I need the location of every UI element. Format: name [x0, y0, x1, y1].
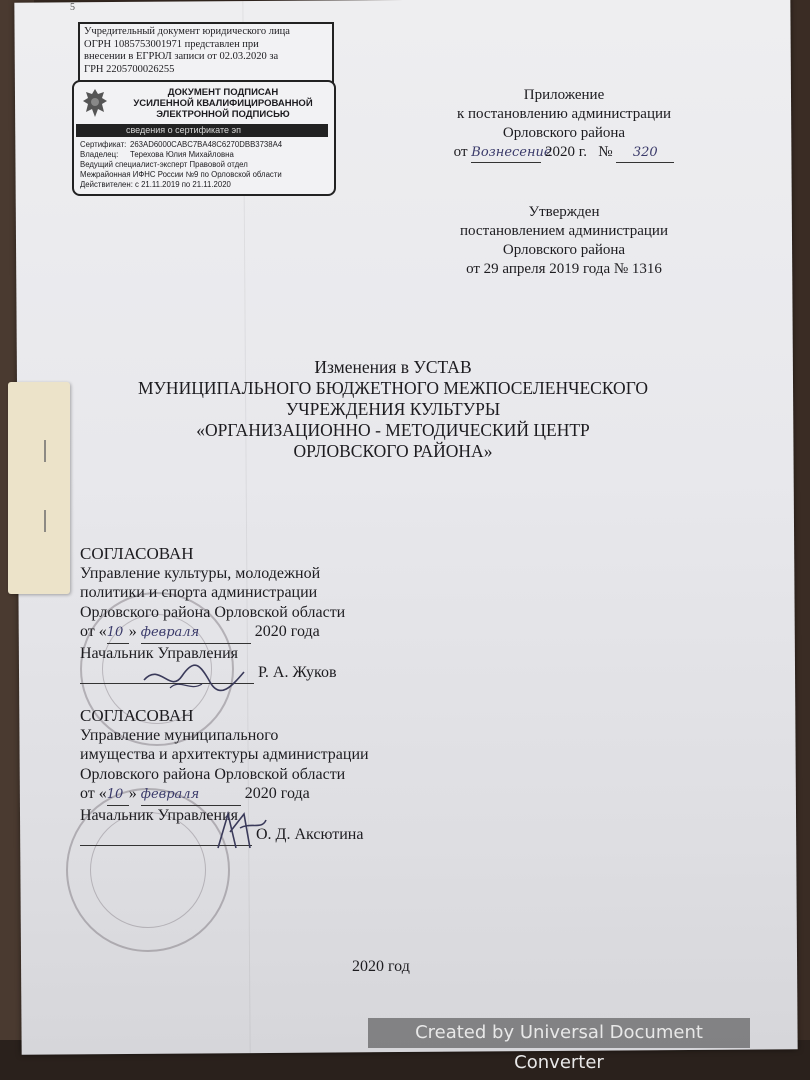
title-line: МУНИЦИПАЛЬНОГО БЮДЖЕТНОГО МЕЖПОСЕЛЕНЧЕСКОГО — [137, 378, 649, 398]
agreed-role: Начальник Управления — [80, 806, 238, 824]
staple-icon — [44, 510, 46, 532]
agreed-line: Орловского района Орловской области — [80, 765, 346, 783]
year-text: 2020 г. — [545, 144, 587, 160]
handwritten-month: февраля — [141, 785, 241, 806]
registration-line: ОГРН 1085753001971 представлен при — [84, 38, 259, 50]
agreed-line: политики и спорта администрации — [80, 584, 318, 601]
approved-line: постановлением администрации — [460, 223, 668, 239]
eds-cert-value: 263AD6000CABC7BA48C6270DBB3738A4 — [130, 140, 283, 149]
eds-title-line: ЭЛЕКТРОННОЙ ПОДПИСЬЮ — [156, 109, 290, 120]
agreed-line: имущества и архитектуры администрации — [80, 746, 369, 763]
electronic-signature-stamp — [72, 80, 336, 196]
registration-line: внесении в ЕГРЮЛ записи от 02.03.2020 за — [84, 51, 279, 62]
appendix-line: Орловского района — [502, 125, 626, 141]
eds-owner-key: Владелец: — [80, 150, 119, 159]
page-mark: 5 — [70, 2, 75, 13]
number-label: № — [598, 144, 613, 160]
handwritten-month: февраля — [141, 623, 251, 644]
eds-cert-key: Сертификат: — [80, 140, 127, 149]
eds-validity: Действителен: с 21.11.2019 по 21.11.2020 — [80, 180, 231, 189]
date-prefix: от « — [80, 623, 107, 640]
date-prefix: от « — [80, 785, 107, 802]
registration-stamp — [78, 22, 334, 86]
agreed-heading: СОГЛАСОВАН — [80, 706, 194, 725]
agreed-heading: СОГЛАСОВАН — [80, 544, 194, 563]
handwritten-number: 320 — [616, 143, 674, 163]
eds-title — [118, 87, 328, 120]
agreed-line: Орловского района Орловской области — [80, 603, 346, 621]
staple-icon — [44, 440, 46, 462]
eds-owner-value: Терехова Юлия Михайловна — [130, 150, 234, 159]
agreed-year: 2020 года — [254, 623, 320, 640]
handwritten-date: Вознесение — [471, 143, 541, 163]
eds-details — [80, 140, 330, 190]
agreed-line: Управление муниципального — [80, 726, 279, 744]
approved-line: Утвержден — [528, 204, 600, 220]
appendix-line: к постановлению администрации — [456, 106, 672, 122]
agreed-role: Начальник Управления — [80, 644, 238, 662]
eds-cert-row — [80, 140, 330, 150]
appendix-line: Приложение — [523, 87, 605, 103]
registration-line: ГРН 2205700026255 — [84, 63, 175, 75]
title-line: Изменения в УСТАВ — [314, 357, 472, 377]
coat-of-arms-icon — [80, 86, 110, 120]
converter-watermark: Created by Universal Document Converter — [368, 1018, 750, 1048]
appendix-block — [446, 86, 682, 163]
eds-title-line: ДОКУМЕНТ ПОДПИСАН — [167, 87, 279, 98]
from-label: от — [453, 144, 468, 160]
agreed-name: О. Д. Аксютина — [256, 826, 364, 843]
agreed-year: 2020 года — [244, 785, 310, 802]
handwritten-day: 10 — [107, 785, 129, 806]
handwritten-day: 10 — [107, 623, 129, 644]
eds-position: Ведущий специалист-эксперт Правовой отдел — [80, 160, 248, 169]
date-quote: » — [128, 785, 137, 802]
date-quote: » — [128, 623, 137, 640]
binding-tab — [8, 382, 70, 594]
document-year: 2020 год — [352, 958, 410, 975]
eds-title-line: УСИЛЕННОЙ КВАЛИФИЦИРОВАННОЙ — [133, 98, 313, 109]
title-line: УЧРЕЖДЕНИЯ КУЛЬТУРЫ — [285, 399, 501, 419]
registration-line: Учредительный документ юридического лица — [84, 26, 290, 37]
approved-line: Орловского района — [502, 242, 626, 258]
eds-organization: Межрайонная ИФНС России №9 по Орловской области — [80, 170, 282, 179]
approved-block — [446, 203, 682, 279]
agreed-line: Управление культуры, молодежной — [80, 564, 321, 582]
title-line: «ОРГАНИЗАЦИОННО - МЕТОДИЧЕСКИЙ ЦЕНТР — [196, 420, 590, 440]
approved-line: от 29 апреля 2019 года № 1316 — [466, 261, 662, 277]
handwritten-signature — [140, 658, 250, 698]
document-title — [120, 357, 666, 462]
title-line: ОРЛОВСКОГО РАЙОНА» — [293, 441, 493, 461]
agreed-name: Р. А. Жуков — [258, 664, 337, 681]
agreed-date-line — [80, 622, 345, 644]
appendix-date-line — [446, 143, 682, 163]
agreed-date-line — [80, 784, 369, 806]
eds-certificate-bar: сведения о сертификате эп — [76, 124, 328, 137]
eds-owner-row — [80, 150, 330, 160]
handwritten-signature — [210, 808, 270, 856]
